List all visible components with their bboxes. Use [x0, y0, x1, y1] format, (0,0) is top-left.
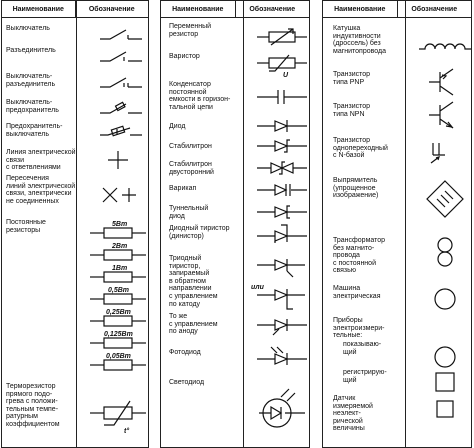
photodiode-icon [257, 345, 307, 367]
electric-machine-icon [433, 287, 457, 311]
column-header [161, 1, 309, 18]
npn-transistor-icon [427, 99, 461, 131]
thermistor-label: t° [124, 428, 130, 435]
header-symbol: Обозначение [397, 1, 472, 17]
label-transformer: Трансформатор без магнито- провода с постоянной связью [333, 237, 386, 275]
crossing-icon [106, 185, 130, 207]
label-switch: Выключатель [6, 25, 50, 32]
label-photodiode: Фотодиод [169, 349, 201, 356]
table-column-3 [322, 0, 472, 448]
diode-icon [257, 119, 307, 133]
disconnector-icon [98, 47, 146, 67]
inductor-icon [419, 37, 471, 51]
header-symbol: Обозначение [75, 1, 149, 17]
fuse-switch-icon [98, 123, 146, 143]
header-name: Наименование [12, 5, 64, 13]
label-instruments: Приборы электроизмери- тельные: [333, 317, 385, 340]
label-recording: регистрирую- щий [343, 369, 387, 384]
or-label: или [251, 284, 264, 291]
label-varistor: Варистор [169, 53, 200, 60]
label-led: Светодиод [169, 379, 205, 386]
pnp-transistor-icon [427, 67, 461, 97]
indicating-instrument-icon [433, 345, 457, 369]
label-indicating: показываю- щий [343, 341, 382, 356]
label-dinistor: Диодный тиристор (динистор) [169, 225, 230, 240]
resistor-label: 0,25Вт [106, 309, 131, 316]
label-thyristor-cathode: Триодный тиристор, запираемый в обратном направлении с управлением по катоду [169, 255, 218, 308]
rectifier-icon [425, 179, 465, 219]
header-symbol: Обозначение [235, 1, 310, 17]
label-machine: Машина электрическая [333, 285, 381, 300]
thyristor-anode-icon [257, 315, 307, 337]
label-switch-fuse: Выключатель- предохранитель [6, 99, 59, 114]
recording-instrument-icon [434, 371, 456, 393]
varistor-icon [257, 53, 307, 79]
switch-disconnector-icon [98, 73, 146, 93]
bidirectional-zener-icon [257, 161, 307, 175]
header-name: Наименование [334, 5, 386, 13]
capacitor-icon [257, 87, 307, 107]
resistor-label: 0,05Вт [106, 353, 131, 360]
table-column-2 [160, 0, 310, 448]
label-pnp: Транзистор типа PNP [333, 71, 371, 86]
label-line-crossing: Пересечения линий электрической связи, электрически не соединенных [6, 175, 76, 205]
resistor-series-icon [90, 221, 146, 381]
varistor-label: U [283, 72, 289, 79]
line-branch-icon [106, 149, 130, 171]
label-switch-disconnector: Выключатель- разъединитель [6, 73, 56, 88]
column-header [323, 1, 471, 18]
label-fuse-switch: Предохранитель- выключатель [6, 123, 63, 138]
label-inductor: Катушка индуктивности (дроссель) без магнитопровода [333, 25, 386, 55]
column-header [2, 1, 148, 18]
ujt-icon [429, 139, 459, 169]
resistor-label: 0,5Вт [108, 287, 130, 294]
column-divider [405, 1, 406, 447]
column-divider [243, 1, 244, 447]
zener-icon [257, 139, 307, 153]
header-name: Наименование [172, 5, 224, 13]
label-thyristor-anode: То же с управлением по аноду [169, 313, 218, 336]
label-zener: Стабилитрон [169, 143, 212, 150]
label-tunnel-diode: Туннельный диод [169, 205, 209, 220]
label-ujt: Транзистор однопереходный с N-базой [333, 137, 388, 160]
tunnel-diode-icon [257, 205, 307, 219]
label-varicap: Варикап [169, 185, 197, 192]
label-diode: Диод [169, 123, 186, 130]
switch-fuse-icon [98, 99, 146, 119]
label-capacitor: Конденсатор постоянной емкости в горизон- тальной цепи [169, 81, 231, 111]
resistor-label: 2Вт [112, 243, 128, 250]
resistor-label: 1Вт [112, 265, 128, 272]
label-thermistor: Терморезистор прямого подо- грева с положи- тельным темпе- ратурным коэффициентом [6, 383, 60, 428]
thermistor-icon [90, 397, 146, 437]
transformer-icon [431, 237, 459, 267]
column-divider [76, 1, 77, 447]
resistor-label: 0,125Вт [104, 331, 133, 338]
resistor-label: 5Вт [112, 221, 128, 228]
thyristor-cathode-icon [251, 255, 307, 311]
led-icon [259, 385, 305, 435]
label-rectifier: Выпрямитель (упрощенное изображение) [333, 177, 379, 200]
label-variable-resistor: Переменный резистор [169, 23, 212, 38]
switch-icon [98, 25, 146, 45]
label-disconnector: Разъединитель [6, 47, 56, 54]
varicap-icon [257, 183, 307, 197]
table-column-1 [1, 0, 149, 448]
label-sensor: Датчик измеряемой неэлект- рической величины [333, 395, 373, 433]
label-fixed-resistors: Постоянные резисторы [6, 219, 46, 234]
label-line-branches: Линия электрической связи с ответвлениями [6, 149, 76, 172]
label-bidirectional-zener: Стабилитрон двусторонний [169, 161, 214, 176]
dinistor-icon [257, 227, 307, 245]
label-npn: Транзистор типа NPN [333, 103, 371, 118]
sensor-icon [435, 399, 455, 419]
variable-resistor-icon [257, 27, 307, 47]
